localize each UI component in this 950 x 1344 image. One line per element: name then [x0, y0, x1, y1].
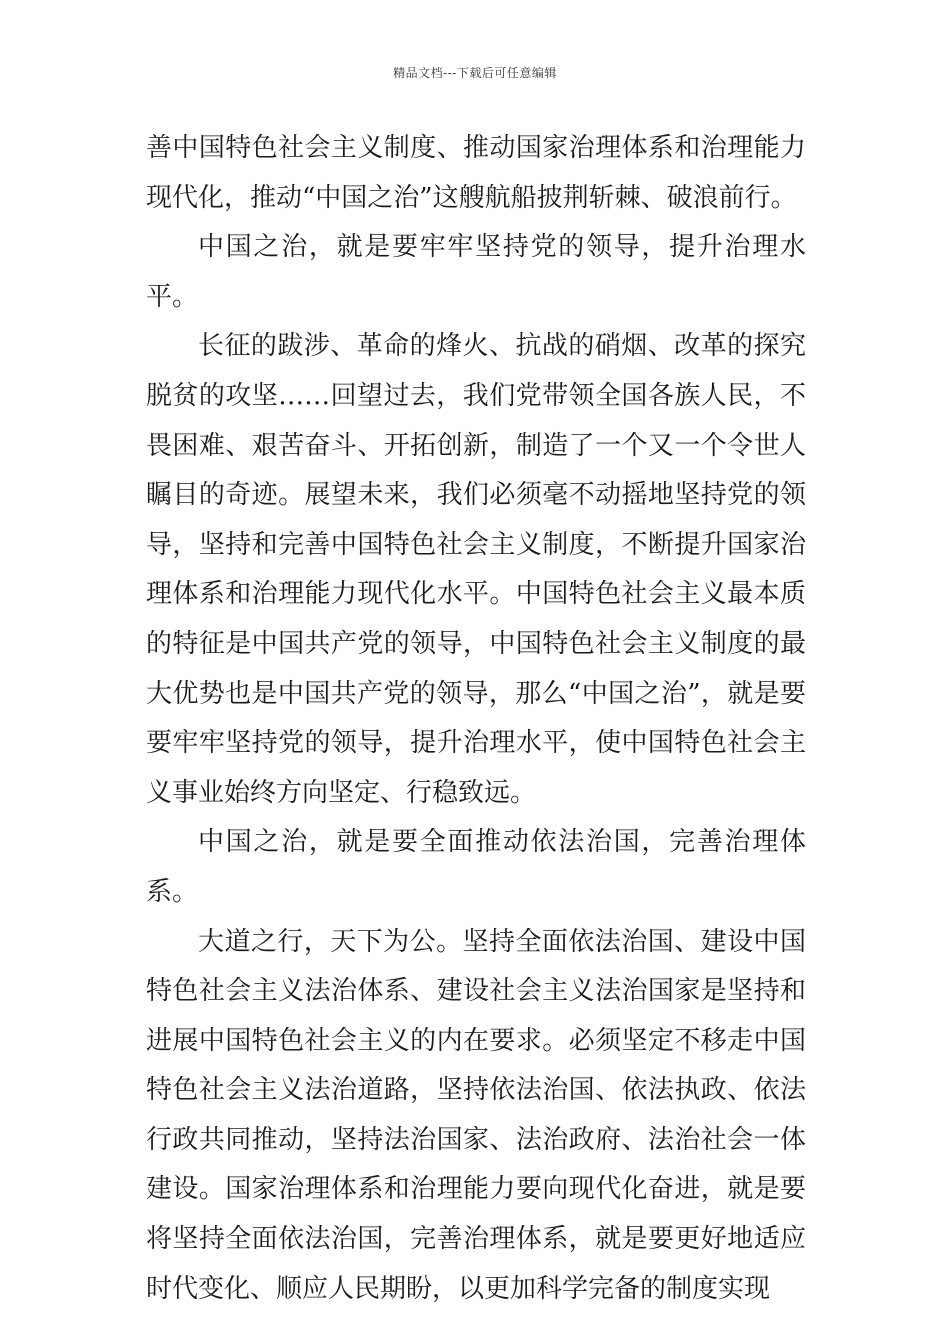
document-body: [146, 124, 806, 1314]
paragraph-heading-rule-of-law: 中国之治，就是要全面推动依法治国，完善治理体系。: [146, 827, 806, 907]
page-header: 精品文档---下载后可任意编辑: [393, 66, 557, 80]
paragraph-rule-of-law-body: 大道之行，天下为公。坚持全面依法治国、建设中国特色社会主义法治体系、建设社会主义法治国家是坚持和进展中国特色社会主义的内在要求。必须坚定不移走中国特色社会主义法治道路，坚持依法治国、依法执政、依法行政共同推动，坚持法治国家、法治政府、法治社会一体建设。国家治理体系和治理能力要向现代化奋进，就是要将坚持全面依法治国，完善治理体系，就是要更好地适应时代变化、顺应人民期盼，以更加科学完备的制度实现: [146, 926, 806, 1304]
paragraph-continuation: 善中国特色社会主义制度、推动国家治理体系和治理能力现代化，推动“中国之治”这艘航船披荆斩棘、破浪前行。: [146, 133, 806, 213]
paragraph-leadership-body: 长征的跋涉、革命的烽火、抗战的硝烟、改革的探究脱贫的攻坚……回望过去，我们党带领全国各族人民，不畏困难、艰苦奋斗、开拓创新，制造了一个又一个令世人瞩目的奇迹。展望未来，我们必须毫不动摇地坚持党的领导，坚持和完善中国特色社会主义制度，不断提升国家治理体系和治理能力现代化水平。中国特色社会主义最本质的特征是中国共产党的领导，中国特色社会主义制度的最大优势也是中国共产党的领导，那么“中国之治”，就是要要牢牢坚持党的领导，提升治理水平，使中国特色社会主义事业始终方向坚定、行稳致远。: [146, 331, 806, 808]
paragraph-heading-leadership: 中国之治，就是要牢牢坚持党的领导，提升治理水平。: [146, 232, 806, 312]
